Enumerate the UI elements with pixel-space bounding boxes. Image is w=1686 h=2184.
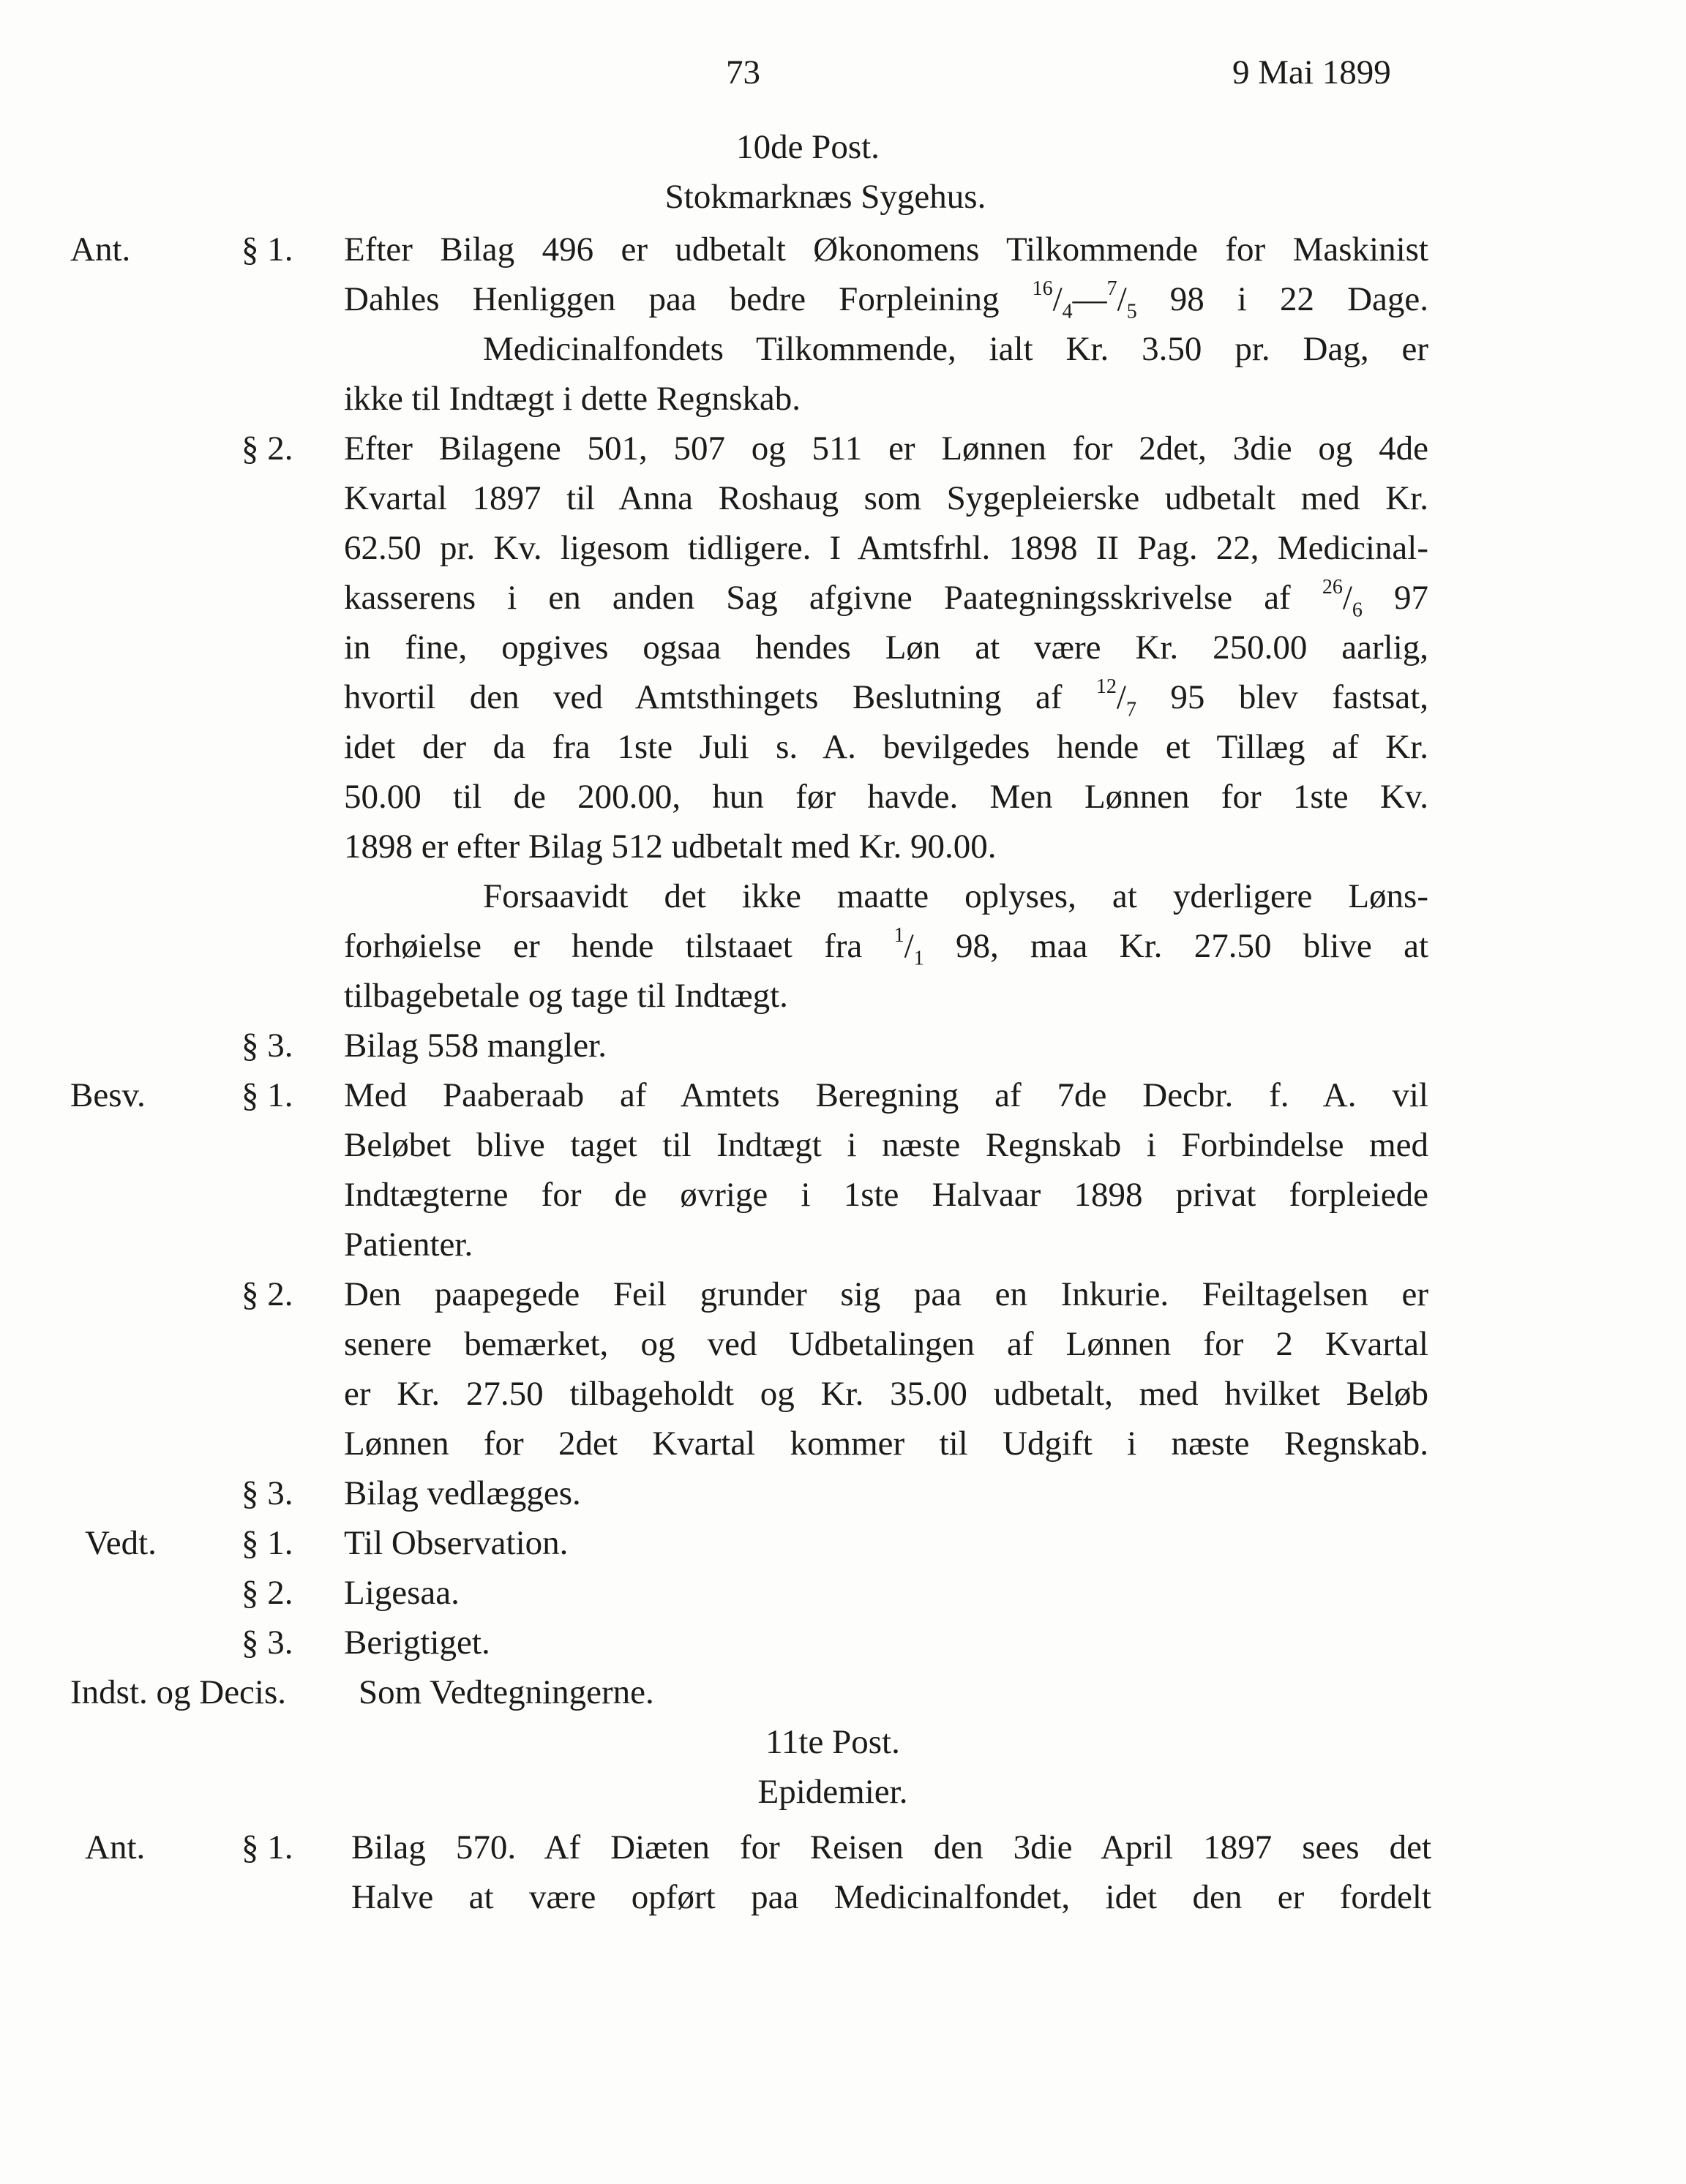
ant-s2-line-2: Kvartal 1897 til Anna Roshaug som Sygepleierske udbetalt med Kr. — [344, 479, 1428, 517]
ant-s2-line-8: 50.00 til de 200.00, hun før havde. Men Lønnen for 1ste Kv. — [344, 778, 1428, 816]
ant-s2-line-4-text-a: kasserens i en anden Sag afgivne Paategningsskrivelse af — [344, 579, 1291, 617]
ant-s2-line-4-text-b: 97 — [1394, 579, 1429, 617]
vedt-s1-line-1: Til Observation. — [344, 1524, 569, 1562]
label-vedt: Vedt. — [85, 1524, 157, 1562]
vedt-section-2-mark: § 2. — [241, 1574, 293, 1612]
ant-s2-line-1: Efter Bilagene 501, 507 og 511 er Lønnen for 2det, 3die og 4de — [344, 429, 1428, 468]
besv-s3-line-1: Bilag vedlægges. — [344, 1474, 581, 1512]
besv-s2-line-3: er Kr. 27.50 tilbageholdt og Kr. 35.00 udbetalt, med hvilket Beløb — [344, 1375, 1428, 1413]
ant-s2-line-9: 1898 er efter Bilag 512 udbetalt med Kr. 90.00. — [344, 828, 997, 866]
post-10-subtitle: Stokmarknæs Sygehus. — [664, 178, 986, 216]
ant-s1-line-2 — [344, 277, 1428, 322]
page-date: 9 Mai 1899 — [1232, 53, 1391, 91]
besv-s2-line-4: Lønnen for 2det Kvartal kommer til Udgift i næste Regnskab. — [344, 1425, 1428, 1463]
post-11-subtitle: Epidemier. — [757, 1773, 908, 1811]
besv-s1-line-1: Med Paaberaab af Amtets Beregning af 7de Decbr. f. A. vil — [344, 1076, 1428, 1114]
ant-s2-line-11-text-b: 98, maa Kr. 27.50 blive at — [955, 927, 1429, 965]
ant2-s1-line-1: Bilag 570. Af Diæten for Reisen den 3die April 1897 sees det — [351, 1828, 1431, 1866]
besv-s1-line-2: Beløbet blive taget til Indtægt i næste Regnskab i Forbindelse med — [344, 1126, 1428, 1164]
ant-s2-line-11 — [344, 923, 1428, 969]
ant-s2-line-6-text-a: hvortil den ved Amtsthingets Beslutning af — [344, 678, 1063, 716]
ant-s2-line-11-text-a: forhøielse er hende tilstaaet fra — [344, 927, 863, 965]
ant-s2-line-3: 62.50 pr. Kv. ligesom tidligere. I Amtsfrhl. 1898 II Pag. 22, Medicinal- — [344, 529, 1428, 567]
besv-section-2-mark: § 2. — [241, 1275, 293, 1313]
ant-s1-line-1: Efter Bilag 496 er udbetalt Økonomens Tilkommende for Maskinist — [344, 230, 1428, 269]
vedt-s3-line-1: Berigtiget. — [344, 1624, 490, 1662]
ant-s1-line-3: Medicinalfondets Tilkommende, ialt Kr. 3.50 pr. Dag, er — [483, 330, 1428, 368]
ant2-s1-line-2: Halve at være opført paa Medicinalfondet, idet den er fordelt — [351, 1878, 1431, 1916]
besv-s2-line-1: Den paapegede Feil grunder sig paa en Inkurie. Feiltagelsen er — [344, 1275, 1428, 1313]
besv-s2-line-2: senere bemærket, og ved Udbetalingen af Lønnen for 2 Kvartal — [344, 1325, 1428, 1363]
besv-section-3-mark: § 3. — [241, 1474, 293, 1512]
besv-s1-line-3: Indtægterne for de øvrige i 1ste Halvaar 1898 privat forpleiede — [344, 1176, 1428, 1214]
date-fraction: $^{26}/_6$ — [1322, 576, 1363, 622]
post-10-title: 10de Post. — [736, 128, 880, 166]
date-fraction: $^1/_1$ — [893, 924, 924, 970]
ant-s1-line-2-text-a: Dahles Henliggen paa bedre Forpleining — [344, 280, 1000, 318]
label-besv: Besv. — [70, 1076, 146, 1114]
label-indst-decis: Indst. og Decis. — [70, 1673, 287, 1711]
label-ant: Ant. — [70, 230, 131, 269]
ant-section-3-mark: § 3. — [241, 1027, 293, 1065]
ant-s1-line-2-text-b: 98 i 22 Dage. — [1169, 280, 1428, 318]
ant-s3-line-1: Bilag 558 mangler. — [344, 1027, 607, 1065]
ant-s2-line-6 — [344, 675, 1428, 720]
vedt-section-1-mark: § 1. — [241, 1524, 293, 1562]
indst-text: Som Vedtegningerne. — [359, 1673, 654, 1711]
vedt-section-3-mark: § 3. — [241, 1624, 293, 1662]
date-fraction: $^{12}/_7$ — [1095, 675, 1136, 721]
page-number: 73 — [726, 53, 760, 91]
ant-s2-line-12: tilbagebetale og tage til Indtægt. — [344, 977, 788, 1015]
ant-section-2-mark: § 2. — [241, 429, 293, 468]
ant-s2-line-7: idet der da fra 1ste Juli s. A. bevilgedes hende et Tillæg af Kr. — [344, 728, 1428, 766]
ant-s2-line-6-text-b: 95 blev fastsat, — [1170, 678, 1429, 716]
ant-s2-line-5: in fine, opgives ogsaa hendes Løn at være Kr. 250.00 aarlig, — [344, 628, 1428, 667]
ant-s1-line-4: ikke til Indtægt i dette Regnskab. — [344, 380, 801, 418]
date-fraction: $^{16}/_4—^7/_5$ — [1032, 277, 1137, 323]
besv-section-1-mark: § 1. — [241, 1076, 293, 1114]
ant2-section-1-mark: § 1. — [241, 1828, 293, 1866]
ant-s2-line-10: Forsaavidt det ikke maatte oplyses, at yderligere Løns- — [483, 877, 1428, 915]
label-ant-2: Ant. — [85, 1828, 146, 1866]
vedt-s2-line-1: Ligesaa. — [344, 1574, 460, 1612]
ant-section-1-mark: § 1. — [241, 230, 293, 269]
ant-s2-line-4 — [344, 575, 1428, 620]
post-11-title: 11te Post. — [765, 1723, 900, 1761]
besv-s1-line-4: Patienter. — [344, 1226, 473, 1264]
